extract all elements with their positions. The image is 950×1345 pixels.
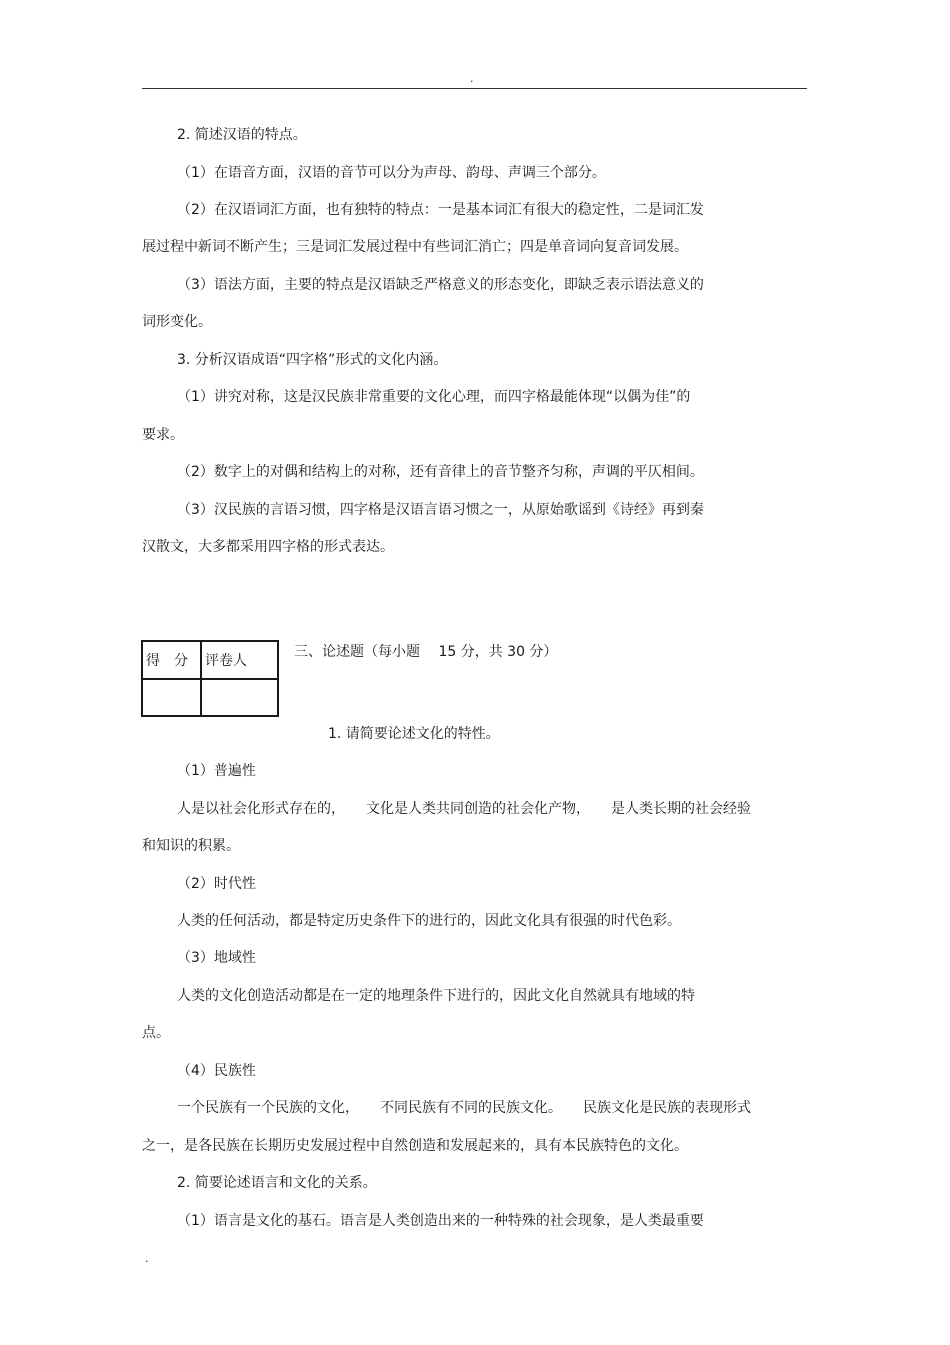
answer-line: 人类的任何活动，都是特定历史条件下的进行的，因此文化具有很强的时代色彩。: [177, 913, 681, 929]
subheading: （1）普遍性: [177, 763, 256, 779]
answer-line: 之一，是各民族在长期历史发展过程中自然创造和发展起来的，具有本民族特色的文化。: [142, 1138, 688, 1154]
answer-line: 词形变化。: [142, 314, 212, 330]
answer-line: （2）在汉语词汇方面，也有独特的特点：一是基本词汇有很大的稳定性，二是词汇发: [177, 202, 704, 218]
score-cell[interactable]: [142, 679, 201, 716]
subheading: （2）时代性: [177, 876, 256, 892]
footer-mark: .: [145, 1252, 149, 1265]
subheading: （3）地域性: [177, 950, 256, 966]
header-rule: [142, 88, 807, 89]
score-label: 得 分: [142, 641, 201, 679]
score-table: [141, 640, 279, 717]
answer-line: （1）讲究对称，这是汉民族非常重要的文化心理，而四字格最能体现“以偶为佳”的: [177, 389, 691, 405]
question-3-title: 3. 分析汉语成语“四字格”形式的文化内涵。: [177, 352, 448, 368]
answer-line: （2）数字上的对偶和结构上的对称，还有音律上的音节整齐匀称，声调的平仄相间。: [177, 464, 704, 480]
question-2-title: 2. 简述汉语的特点。: [177, 127, 307, 143]
subheading: （4）民族性: [177, 1063, 256, 1079]
answer-line: 人是以社会化形式存在的， 文化是人类共同创造的社会化产物， 是人类长期的社会经验: [177, 801, 751, 817]
answer-line: （3）语法方面，主要的特点是汉语缺乏严格意义的形态变化，即缺乏表示语法意义的: [177, 277, 704, 293]
answer-line: 要求。: [142, 427, 184, 443]
answer-line: 展过程中新词不断产生；三是词汇发展过程中有些词汇消亡；四是单音词向复音词发展。: [142, 239, 688, 255]
answer-line: 一个民族有一个民族的文化， 不同民族有不同的民族文化。 民族文化是民族的表现形式: [177, 1100, 751, 1116]
grader-cell[interactable]: [201, 679, 278, 716]
answer-line: 点。: [142, 1025, 170, 1041]
essay-question-1: 1. 请简要论述文化的特性。: [328, 726, 500, 742]
answer-line: （1）在语音方面，汉语的音节可以分为声母、韵母、声调三个部分。: [177, 165, 606, 181]
answer-line: 人类的文化创造活动都是在一定的地理条件下进行的，因此文化自然就具有地域的特: [177, 988, 695, 1004]
section-3-heading: 三、论述题（每小题 15 分，共 30 分）: [294, 644, 558, 660]
grader-label: 评卷人: [201, 641, 278, 679]
answer-line: 汉散文，大多都采用四字格的形式表达。: [142, 539, 394, 555]
answer-line: 和知识的积累。: [142, 838, 240, 854]
header-mark: .: [470, 72, 474, 85]
answer-line: （3）汉民族的言语习惯，四字格是汉语言语习惯之一，从原始歌谣到《诗经》再到秦: [177, 502, 704, 518]
answer-line: （1）语言是文化的基石。语言是人类创造出来的一种特殊的社会现象，是人类最重要: [177, 1213, 704, 1229]
essay-question-2: 2. 简要论述语言和文化的关系。: [177, 1175, 377, 1191]
